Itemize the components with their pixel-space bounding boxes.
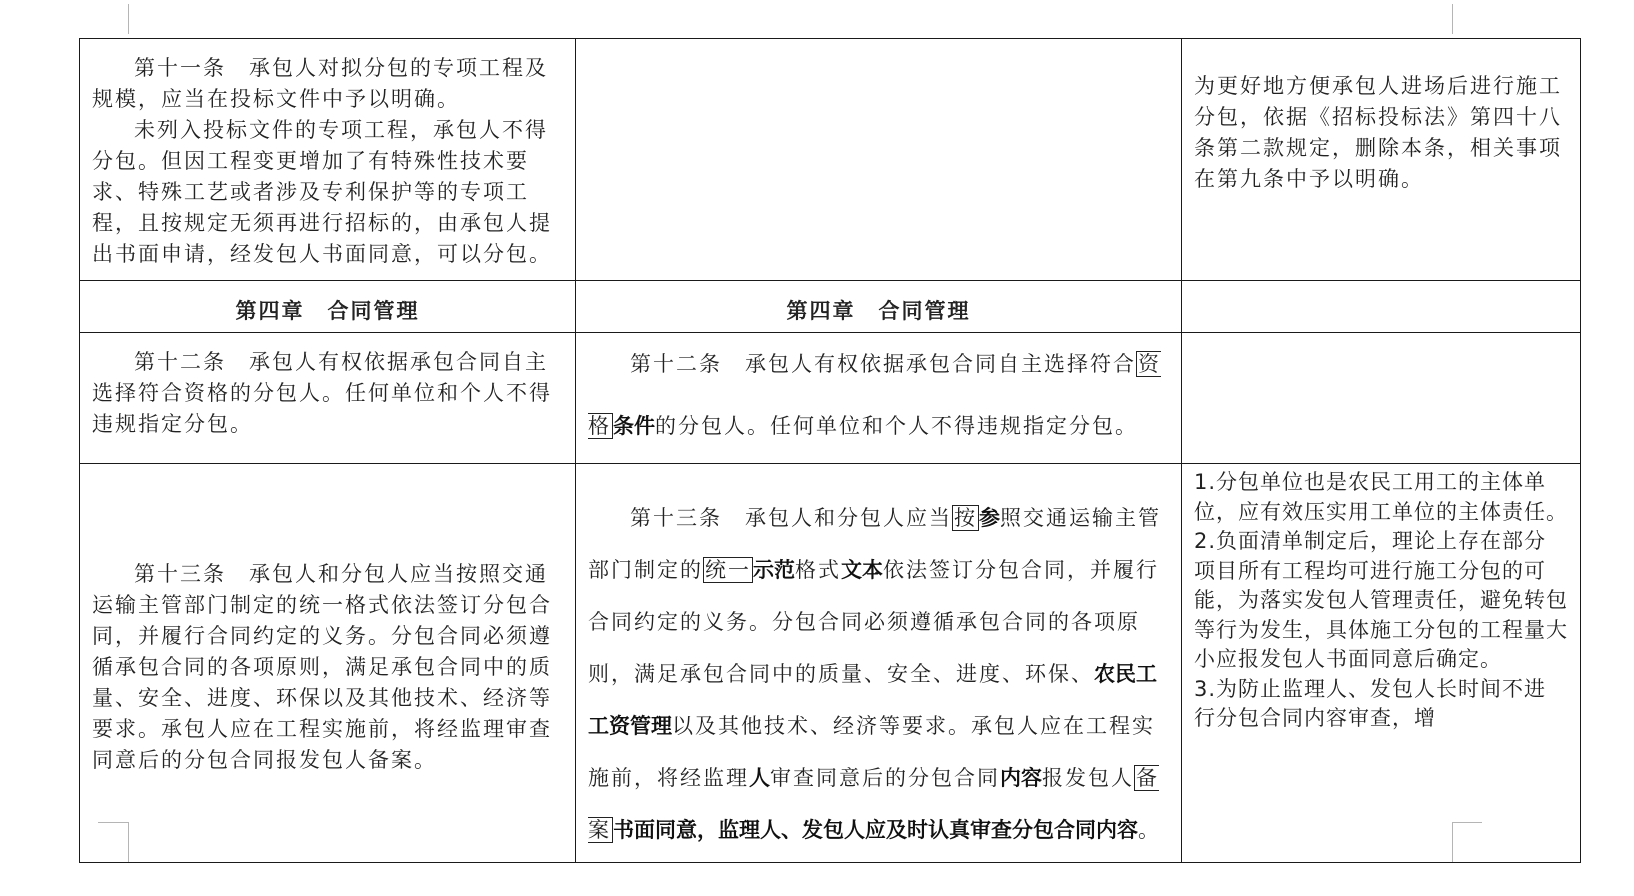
explanation-text: 为更好地方便承包人进场后进行施工分包，依据《招标投标法》第四十八条第二款规定，删除本条，相关事项在第九条中予以明确。 [1194, 74, 1562, 191]
inserted-text: 人 [749, 766, 770, 790]
unchanged-text: 第十二条 承包人有权依据承包合同自主选择符合 [630, 352, 1136, 376]
explanation-item: 3.为防止监理人、发包人长时间不进行分包合同内容审查，增 [1194, 676, 1547, 730]
inserted-text: 参 [979, 506, 1000, 530]
table-row [80, 281, 1581, 333]
unchanged-text: 照交通运输主管部门制定的 [588, 506, 1161, 582]
original-text-cell [80, 39, 576, 281]
original-text-cell [80, 333, 576, 464]
inserted-text: 文本 [841, 558, 883, 582]
unchanged-text: 报发包人 [1042, 766, 1134, 790]
article-11-paragraph: 未列入投标文件的专项工程，承包人不得分包。但因工程变更增加了有特殊性技术要求、特殊工艺或者涉及专利保护等的专项工程，且按规定无须再进行招标的，由承包人提出书面申请，经发包人书面同意，可以分包。 [92, 118, 552, 266]
original-text-cell [80, 464, 576, 863]
table-row [80, 39, 1581, 281]
unchanged-text: 的分包人。任何单位和个人不得违规指定分包。 [655, 414, 1138, 438]
deleted-text: 统一 [705, 558, 751, 582]
chapter-heading: 第四章 合同管理 [80, 281, 576, 333]
inserted-text: 内容 [1000, 766, 1042, 790]
crop-mark [1452, 4, 1453, 34]
unchanged-text: 第十三条 承包人和分包人应当 [630, 506, 952, 530]
explanation-cell [1182, 39, 1581, 281]
inserted-text: 示范 [753, 558, 795, 582]
unchanged-text: 以及其他技术、经济等要求。承包人应在工程实施前，将经监理 [588, 714, 1155, 790]
explanation-item: 2.负面清单制定后，理论上存在部分项目所有工程均可进行施工分包的可能，为落实发包人管理责任，避免转包等行为发生，具体施工分包的工程量大小应报发包人书面同意后确定。 [1194, 529, 1568, 671]
explanation-cell [1182, 281, 1581, 333]
inserted-text: 农民工工资管理 [588, 662, 1157, 738]
unchanged-text: 依法签订分包合同，并履行合同约定的义务。分包合同必须遵循承包合同的各项原则，满足承包合同中的质量、安全、进度、环保、 [588, 558, 1159, 686]
revised-text-cell [576, 39, 1182, 281]
deleted-text: 备案 [588, 766, 1159, 842]
unchanged-text: 审查同意后的分包合同 [770, 766, 1000, 790]
revised-text-cell [576, 333, 1182, 464]
inserted-text: 条件 [613, 414, 655, 438]
revised-text-cell [576, 464, 1182, 863]
deleted-text: 按 [954, 506, 977, 530]
explanation-cell [1182, 333, 1581, 464]
comparison-table [79, 38, 1581, 863]
table-row [80, 333, 1581, 464]
crop-mark [128, 4, 129, 34]
unchanged-text: 格式 [795, 558, 841, 582]
inserted-text: 书面同意，监理人、发包人应及时认真审查分包合同内容 [613, 818, 1138, 842]
chapter-heading: 第四章 合同管理 [576, 281, 1182, 333]
explanation-cell [1182, 464, 1581, 863]
article-13-revised-paragraph [588, 492, 1169, 856]
explanation-item: 1.分包单位也是农民工用工的主体单位，应有效压实用工单位的主体责任。 [1194, 470, 1568, 524]
table-row [80, 464, 1581, 863]
article-12-revised-paragraph [588, 333, 1169, 457]
deleted-text: 资格 [588, 352, 1161, 438]
unchanged-text: 。 [1138, 818, 1161, 842]
article-13-paragraph: 第十三条 承包人和分包人应当按照交通运输主管部门制定的统一格式依法签订分包合同，并履行合同约定的义务。分包合同必须遵循承包合同的各项原则，满足承包合同中的质量、安全、进度、环保以及其他技术、经济等要求。承包人应在工程实施前，将经监理审查同意后的分包合同报发包人备案。 [92, 561, 552, 772]
article-11-paragraph: 第十一条 承包人对拟分包的专项工程及规模，应当在投标文件中予以明确。 [92, 56, 548, 111]
article-12-paragraph: 第十二条 承包人有权依据承包合同自主选择符合资格的分包人。任何单位和个人不得违规指定分包。 [92, 350, 552, 436]
